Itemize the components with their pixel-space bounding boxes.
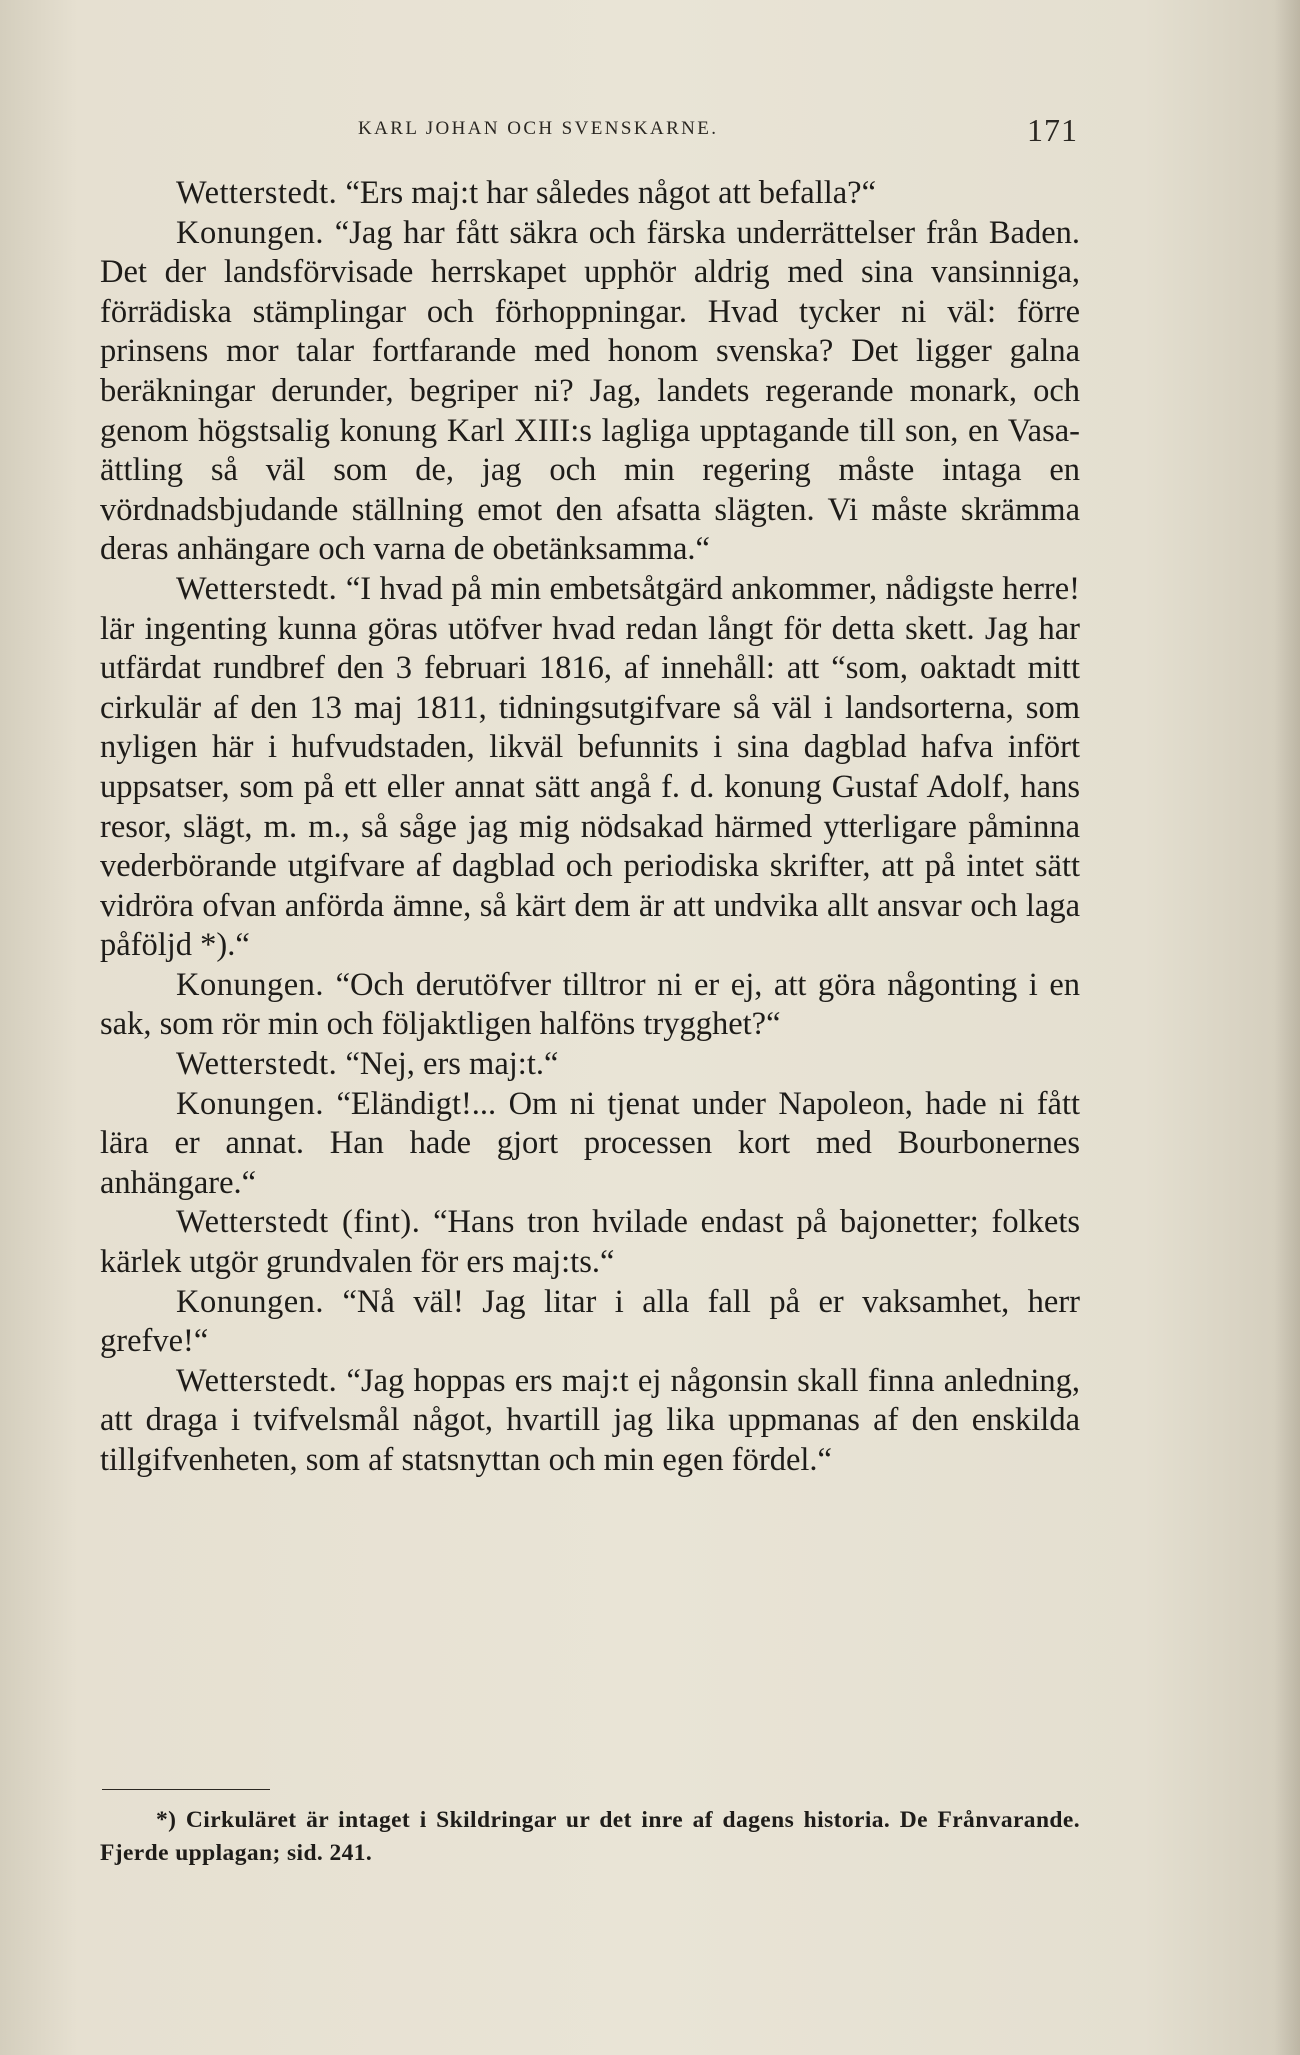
page-number: 171 — [1027, 112, 1078, 148]
speech-text: “I hvad på min embetsåtgärd ankommer, nådigste herre! lär ingenting kunna göras utöfver hvad redan långt för detta skett. Jag har utfärdat rundbref den 3 februari 1816, af innehåll: att “som, oaktadt mitt cirkulär af den 13 maj 1811, tidningsutgifvare så väl i landsorterna, som nyligen här i hufvudstaden, likväl befunnits i sina dagblad hafva infört uppsatser, som på ett eller annat sätt angå f. d. konung Gustaf Adolf, hans resor, slägt, m. m., så såge jag mig nödsakad härmed ytterligare påminna vederbörande utgifvare af dagblad och periodiska skrifter, att på intet sätt vidröra ofvan anförda ämne, så kärt dem är att undvika allt ansvar och laga påföljd *).“ — [100, 570, 1080, 964]
speaker-name: Konungen. — [176, 214, 325, 251]
dialogue-paragraph-4 — [100, 966, 1080, 1045]
dialogue-paragraph-1 — [100, 174, 1080, 214]
speech-text: “Jag hoppas ers maj:t ej någonsin skall finna anledning, att draga i tvifvelsmål något, hvartill jag lika uppmanas af den enskilda tillgifvenheten, som af statsnyttan och min egen fördel.“ — [100, 1362, 1080, 1478]
speaker-name: Konungen. — [176, 1085, 325, 1122]
dialogue-paragraph-2 — [100, 214, 1080, 570]
speech-text: “Eländigt!... Om ni tjenat under Napoleon, hade ni fått lära er annat. Han hade gjort processen kort med Bourbonernes anhängare.“ — [100, 1085, 1080, 1201]
speaker-name: Wetterstedt. — [176, 1362, 338, 1399]
speech-text: “Nå väl! Jag litar i alla fall på er vaksamhet, herr grefve!“ — [100, 1283, 1081, 1360]
dialogue-paragraph-6 — [100, 1085, 1080, 1204]
speech-text: “Jag har fått säkra och färska underrättelser från Baden. Det der landsförvisade herrskapet upphör aldrig med sina vansinniga, förrädiska stämplingar och förhoppningar. Hvad tycker ni väl: förre prinsens mor talar fortfarande med honom svenska? Det ligger galna beräkningar derunder, begriper ni? Jag, landets regerande monark, och genom högstsalig konung Karl XIII:s lagliga upptagande till son, en Vasa-ättling så väl som de, jag och min regering måste intaga en vördnadsbjudande ställning emot den afsatta slägten. Vi måste skrämma deras anhängare och varna de obetänksamma.“ — [100, 214, 1080, 568]
page-edge-shadow — [1274, 0, 1300, 2055]
speech-text: “Hans tron hvilade endast på bajonetter; folkets kärlek utgör grundvalen för ers maj:ts.“ — [100, 1204, 1081, 1281]
speaker-name: Konungen. — [176, 1283, 325, 1320]
dialogue-paragraph-5 — [100, 1045, 1080, 1085]
speaker-name: Wetterstedt. — [176, 1046, 338, 1083]
footnote-separator — [102, 1789, 270, 1790]
speaker-name: Wetterstedt (fint). — [176, 1204, 421, 1241]
speaker-name: Konungen. — [176, 966, 325, 1003]
dialogue-paragraph-7 — [100, 1203, 1080, 1282]
footnote: *) Cirkuläret är intaget i Skildringar ur det inre af dagens historia. De Frånvarande. Fjerde upplagan; sid. 241. — [100, 1807, 1080, 1866]
running-head: KARL JOHAN OCH SVENSKARNE. — [358, 118, 719, 139]
dialogue-paragraph-8 — [100, 1283, 1080, 1362]
speech-text: “Nej, ers maj:t.“ — [345, 1046, 559, 1083]
speaker-name: Wetterstedt. — [176, 175, 338, 211]
speech-text: “Och derutöfver tilltror ni er ej, att göra någonting i en sak, som rör min och följaktligen halföns trygghet?“ — [100, 966, 1080, 1043]
speaker-name: Wetterstedt. — [176, 570, 338, 607]
dialogue-paragraph-3 — [100, 570, 1080, 966]
speech-text: “Ers maj:t har således något att befalla?“ — [345, 175, 877, 211]
page-header — [100, 112, 1080, 152]
dialogue-paragraph-9 — [100, 1362, 1080, 1481]
body-text — [100, 174, 1080, 1481]
